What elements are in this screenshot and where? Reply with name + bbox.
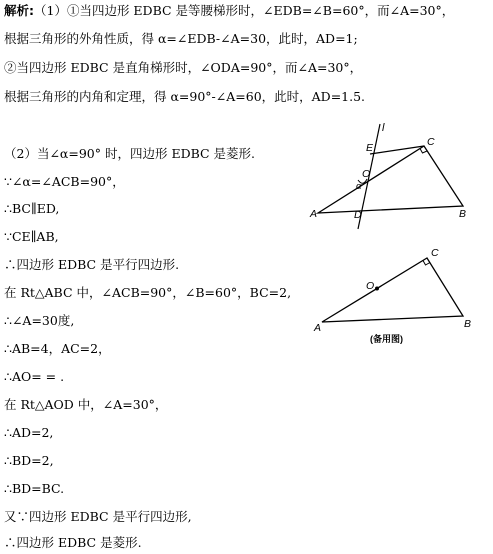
part2-line: ∴BC∥ED, — [4, 201, 60, 216]
part2-line: 在 Rt△AOD 中，∠A=30°， — [4, 397, 168, 412]
part2-line: ∴∠A=30度, — [4, 313, 75, 328]
part1-line-2: 根据三角形的外角性质，得 α=∠EDB-∠A=30，此时，AD=1; — [4, 31, 358, 46]
part2-line: ∴AO= = . — [4, 369, 65, 384]
part1-text-1: （1）①当四边形 EDBC 是等腰梯形时，∠EDB=∠B=60°，而∠A=30°， — [34, 3, 455, 18]
triangle-abc-spare — [322, 258, 463, 322]
label-l: l — [382, 122, 385, 134]
part2-line: ∴四边形 EDBC 是菱形. — [4, 535, 142, 550]
part2-line: 又∵四边形 EDBC 是平行四边形, — [4, 509, 192, 524]
label-c: C — [427, 136, 435, 148]
label-alpha: α — [356, 181, 362, 192]
part2-line: ∴AD=2, — [4, 425, 54, 440]
part2-line: ∴BD=2, — [4, 453, 54, 468]
label-e: E — [366, 142, 374, 154]
part2-line: ∴四边形 EDBC 是平行四边形. — [4, 257, 180, 272]
label-o: O — [362, 168, 371, 180]
part1-line-1 — [4, 3, 454, 19]
part1-line-3: ②当四边形 EDBC 是直角梯形时，∠ODA=90°，而∠A=30°， — [4, 60, 363, 75]
segment-ec — [370, 146, 424, 154]
label-c: C — [431, 247, 439, 259]
label-d: D — [354, 209, 362, 221]
label-a: A — [310, 208, 318, 220]
part2-line: ∴BD=BC. — [4, 481, 65, 496]
geometry-figure-spare — [305, 240, 490, 350]
geometry-figure-main — [300, 118, 490, 230]
solution-label: 解析: — [4, 3, 34, 18]
figure-caption: (备用图) — [370, 334, 403, 344]
part2-line: ∵CE∥AB, — [4, 229, 59, 244]
triangle-abc — [318, 146, 463, 213]
label-b: B — [464, 318, 472, 330]
part2-line: 在 Rt△ABC 中，∠ACB=90°，∠B=60°，BC=2, — [4, 285, 292, 300]
point-o — [375, 287, 379, 291]
part1-line-4: 根据三角形的内角和定理，得 α=90°-∠A=60，此时，AD=1.5. — [4, 89, 366, 104]
part2-line: ∵∠α=∠ACB=90°， — [4, 174, 125, 189]
label-b: B — [459, 208, 467, 220]
part2-line: ∴AB=4，AC=2， — [4, 341, 111, 356]
label-a: A — [314, 322, 322, 334]
part2-line: （2）当∠α=90° 时，四边形 EDBC 是菱形. — [4, 146, 256, 161]
label-o: O — [366, 280, 375, 292]
